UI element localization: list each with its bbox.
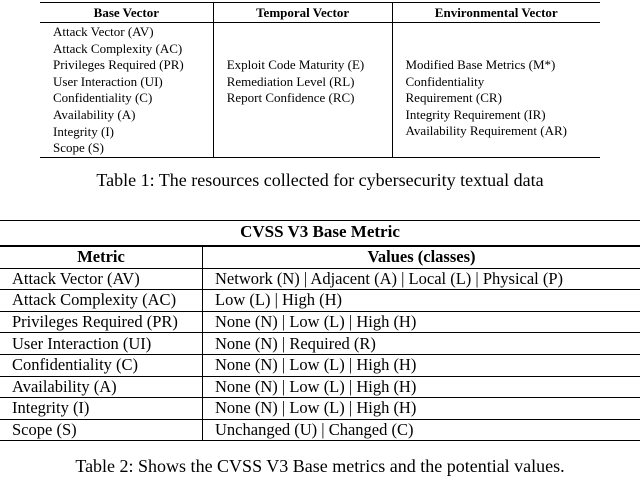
temporal-item: Remediation Level (RL) — [226, 73, 355, 89]
environmental-item: Availability Requirement (AR) — [405, 123, 567, 139]
base-item: Availability (A) — [53, 106, 136, 122]
base-item: Privileges Required (PR) — [53, 57, 184, 73]
table-row — [0, 268, 640, 290]
vector-table — [40, 2, 600, 158]
table-row — [0, 311, 640, 333]
metric-cell: Availability (A) — [0, 376, 203, 398]
table-row — [0, 376, 640, 398]
header-metric: Metric — [0, 246, 203, 268]
environmental-item: Integrity Requirement (IR) — [405, 106, 546, 122]
values-cell: Network (N) | Adjacent (A) | Local (L) | Physical (P) — [203, 268, 640, 290]
metric-cell: Confidentiality (C) — [0, 354, 203, 376]
metric-cell: Privileges Required (PR) — [0, 311, 203, 333]
base-item: Integrity (I) — [53, 123, 115, 139]
metric-cell: Integrity (I) — [0, 398, 203, 420]
environmental-item: Confidentiality — [405, 73, 485, 89]
table2-title: CVSS V3 Base Metric — [240, 222, 400, 241]
values-cell: None (N) | Low (L) | High (H) — [203, 398, 640, 420]
table-row — [0, 398, 640, 420]
header-temporal-vector: Temporal Vector — [213, 3, 392, 23]
environmental-vector-cell — [392, 23, 600, 158]
values-cell: None (N) | Low (L) | High (H) — [203, 354, 640, 376]
base-item: Confidentiality (C) — [53, 90, 153, 106]
values-cell: None (N) | Low (L) | High (H) — [203, 376, 640, 398]
metric-cell: Attack Vector (AV) — [0, 268, 203, 290]
values-cell: Low (L) | High (H) — [203, 290, 640, 312]
values-cell: Unchanged (U) | Changed (C) — [203, 419, 640, 441]
temporal-item: Report Confidence (RC) — [226, 90, 355, 106]
metric-cell: User Interaction (UI) — [0, 333, 203, 355]
values-cell: None (N) | Required (R) — [203, 333, 640, 355]
base-item: Scope (S) — [53, 140, 104, 156]
header-values: Values (classes) — [203, 246, 640, 268]
table-row — [0, 419, 640, 441]
metric-cell: Attack Complexity (AC) — [0, 290, 203, 312]
environmental-item: Modified Base Metrics (M*) — [405, 57, 556, 72]
temporal-vector-cell — [213, 23, 392, 158]
base-item: User Interaction (UI) — [53, 73, 163, 89]
base-item: Attack Complexity (AC) — [53, 40, 183, 56]
base-item: Attack Vector (AV) — [53, 24, 154, 39]
table1-caption: Table 1: The resources collected for cybersecurity textual data — [96, 170, 544, 190]
table2-caption: Table 2: Shows the CVSS V3 Base metrics and the potential values. — [75, 456, 565, 476]
values-cell: None (N) | Low (L) | High (H) — [203, 311, 640, 333]
temporal-item: Exploit Code Maturity (E) — [226, 57, 365, 72]
environmental-item: Requirement (CR) — [405, 90, 502, 106]
table-row — [0, 290, 640, 312]
header-base-vector: Base Vector — [40, 3, 213, 23]
metric-cell: Scope (S) — [0, 419, 203, 441]
base-vector-cell — [40, 23, 213, 158]
header-environmental-vector: Environmental Vector — [392, 3, 600, 23]
table-row — [0, 354, 640, 376]
table-row — [0, 333, 640, 355]
cvss-base-metric-table — [0, 245, 640, 441]
